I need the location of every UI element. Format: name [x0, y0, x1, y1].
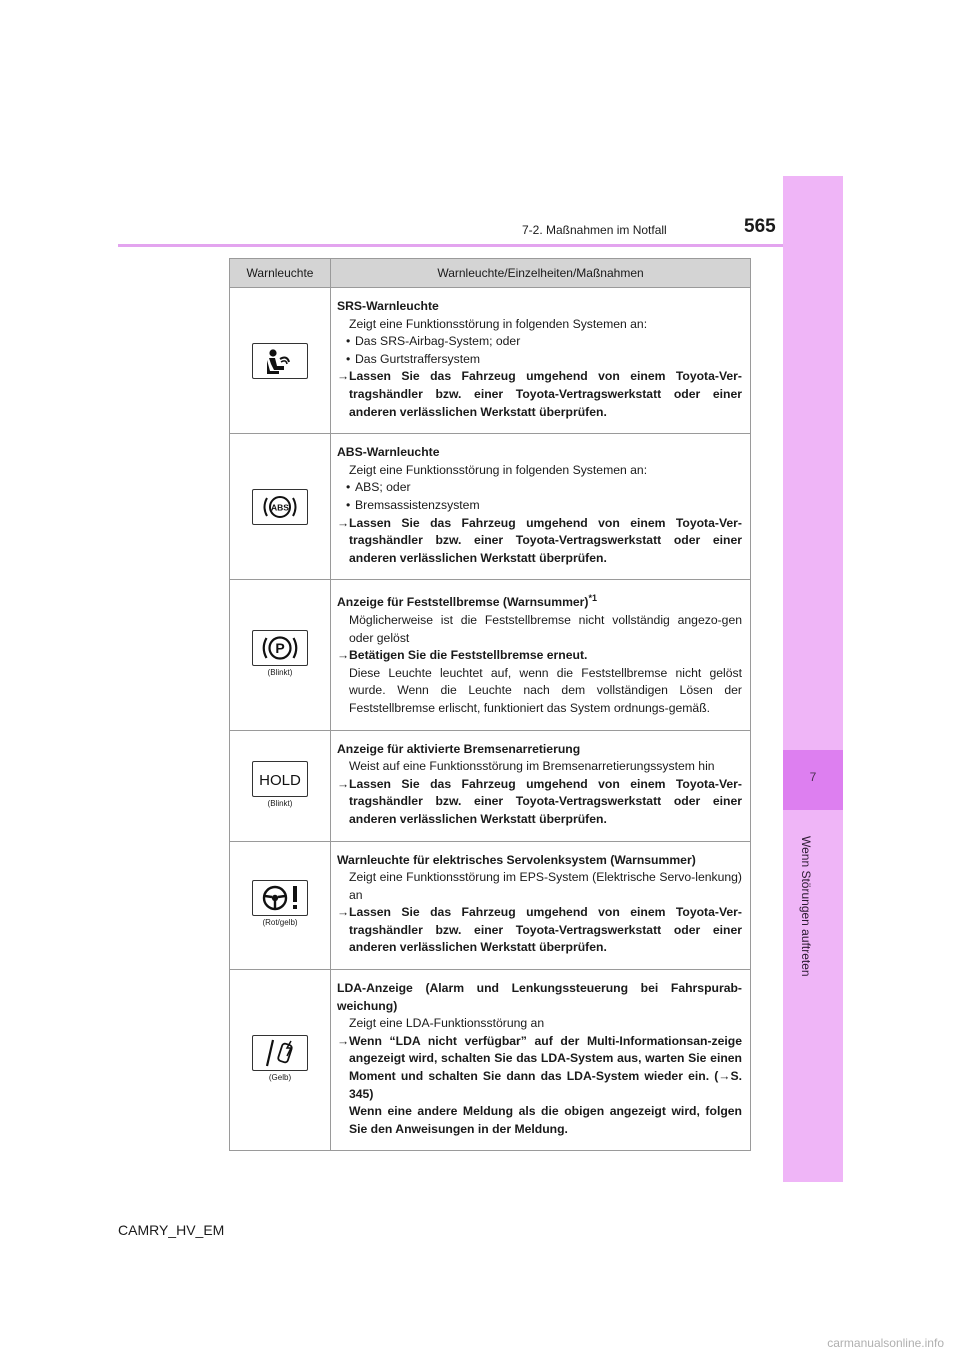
row-title: ABS-Warnleuchte	[337, 445, 440, 460]
row-title: Anzeige für Feststellbremse (Warnsummer)$^{*1}$	[337, 593, 598, 610]
chapter-side-tab[interactable]	[783, 176, 843, 1182]
abs-icon	[252, 489, 308, 525]
page-number: 565	[744, 216, 776, 237]
table-row	[230, 434, 751, 580]
side-tab-number: 7	[809, 770, 817, 784]
row-title: LDA-Anzeige (Alarm und Lenkungssteuerung bei Fahrspurab-weichung)	[337, 981, 742, 1013]
row-description: Weist auf eine Funktionsstörung im Bremsenarretierungssystem hin	[349, 759, 715, 774]
row-title: Anzeige für aktivierte Bremsenarretierung	[337, 741, 581, 756]
row-action: → Lassen Sie das Fahrzeug umgehend von einem Toyota-Ver-tragshändler bzw. einer Toyota-Vertragswerkstatt oder einer anderen verlässlichen Werkstatt überprüfen.	[337, 905, 742, 955]
list-item: • Das SRS-Airbag-System; oder	[337, 333, 742, 351]
parking-brake-icon	[252, 630, 308, 666]
icon-caption: (Blinkt)	[267, 667, 293, 677]
row-title: SRS-Warnleuchte	[337, 299, 439, 313]
list-item: • Das Gurtstraffersystem	[337, 351, 742, 369]
row-note: Diese Leuchte leuchtet auf, wenn die Feststellbremse nicht gelöst wurde. Wenn die Leuchte nach dem vollständigen Lösen der Feststellbremse erlischt, funktioniert das System ordnungs-gemäß.	[349, 665, 742, 715]
row-description: Zeigt eine LDA-Funktionsstörung an	[349, 1016, 545, 1031]
row-description: Zeigt eine Funktionsstörung in folgenden Systemen an:	[349, 316, 648, 331]
list-item: • Bremsassistenzsystem	[337, 497, 742, 515]
row-action-secondary: Wenn eine andere Meldung als die obigen angezeigt wird, folgen Sie den Anweisungen in der Meldung.	[349, 1104, 742, 1136]
row-description: Zeigt eine Funktionsstörung im EPS-System (Elektrische Servo-lenkung) an	[349, 870, 742, 902]
chapter-title: 7-2. Maßnahmen im Notfall	[522, 223, 667, 237]
table-row	[230, 970, 751, 1151]
column-header-light: Warnleuchte	[230, 259, 331, 288]
table-header-row	[230, 259, 751, 288]
arrow-icon: →	[337, 1033, 350, 1048]
table-row	[230, 288, 751, 434]
header-rule	[118, 244, 783, 247]
footnote-marker: *1	[588, 593, 598, 604]
arrow-icon: →	[337, 905, 350, 920]
list-item: • ABS; oder	[337, 479, 742, 497]
icon-caption: (Blinkt)	[267, 798, 293, 808]
svg-text:HOLD: HOLD	[259, 771, 301, 789]
side-tab-label: Wenn Störungen auftreten	[799, 836, 813, 977]
table-row	[230, 841, 751, 970]
document-code: CAMRY_HV_EM	[118, 1222, 225, 1238]
row-action: → Betätigen Sie die Feststellbremse erneut.	[337, 647, 742, 665]
watermark: carmanualsonline.info	[827, 1336, 944, 1350]
column-header-details: Warnleuchte/Einzelheiten/Maßnahmen	[331, 259, 751, 288]
lane-departure-icon	[252, 1035, 308, 1071]
table-row	[230, 580, 751, 730]
icon-caption: (Rot/gelb)	[262, 918, 298, 928]
row-action: → Wenn “LDA nicht verfügbar” auf der Multi-Informationsan-zeige angezeigt wird, schalten Sie das LDA-System aus, warten Sie einen Moment und schalten Sie dann das LDA-System wieder ein. (→S. 345)	[337, 1033, 742, 1101]
row-description: Möglicherweise ist die Feststellbremse nicht vollständig angezo-gen oder gelöst	[349, 612, 742, 645]
icon-caption: (Gelb)	[268, 1073, 292, 1083]
arrow-icon: →	[337, 515, 350, 530]
warning-light-table	[229, 258, 751, 1151]
row-title: Warnleuchte für elektrisches Servolenksystem (Warnsummer)	[337, 852, 696, 867]
arrow-icon: →	[337, 369, 350, 384]
svg-text:P: P	[275, 639, 285, 656]
svg-text:ABS: ABS	[271, 502, 289, 513]
steering-warning-icon	[252, 880, 308, 916]
airbag-person-icon	[252, 343, 308, 379]
table-row	[230, 730, 751, 841]
arrow-icon: →	[337, 776, 350, 791]
row-action: → Lassen Sie das Fahrzeug umgehend von einem Toyota-Ver-tragshändler bzw. einer Toyota-Vertragswerkstatt oder einer anderen verlässlichen Werkstatt überprüfen.	[337, 515, 742, 565]
row-action: → Lassen Sie das Fahrzeug umgehend von einem Toyota-Ver-tragshändler bzw. einer Toyota-Vertragswerkstatt oder einer anderen verlässlichen Werkstatt überprüfen.	[337, 369, 742, 419]
arrow-icon: →	[337, 648, 350, 663]
row-description: Zeigt eine Funktionsstörung in folgenden Systemen an:	[349, 462, 648, 477]
hold-icon	[252, 761, 308, 797]
row-action: → Lassen Sie das Fahrzeug umgehend von einem Toyota-Ver-tragshändler bzw. einer Toyota-Vertragswerkstatt oder einer anderen verlässlichen Werkstatt überprüfen.	[337, 776, 742, 826]
